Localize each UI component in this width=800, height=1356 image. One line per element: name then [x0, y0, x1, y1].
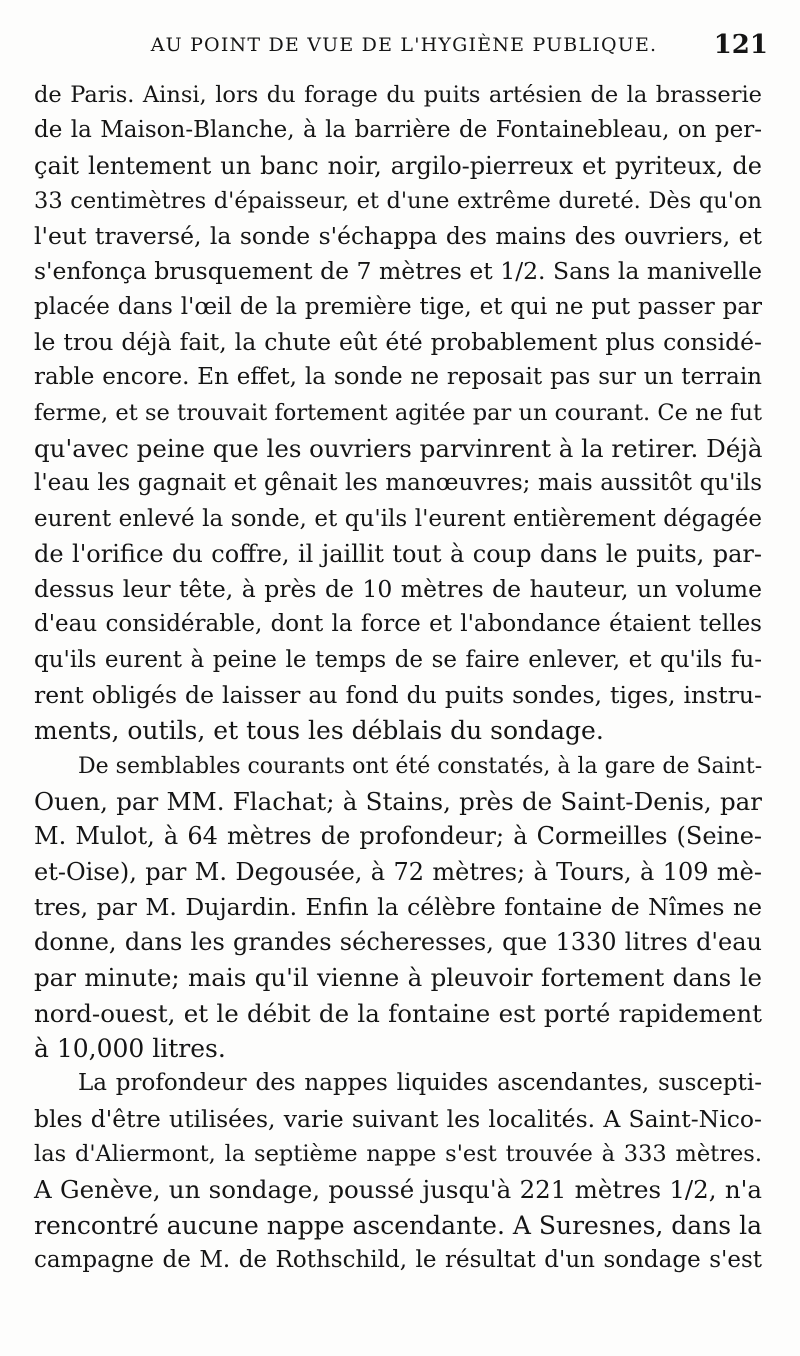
text-line: et-Oise), par M. Degousée, à 72 mètres; à Tours, à 109 mè-	[34, 857, 762, 886]
text-line: à 10,000 litres.	[34, 1034, 226, 1064]
text-line: placée dans l'œil de la première tige, et qui ne put passer par	[34, 293, 762, 320]
text-line: ferme, et se trouvait fortement agitée par un courant. Ce ne fut	[34, 399, 762, 426]
page-number: 121	[713, 30, 768, 60]
text-line: dessus leur tête, à près de 10 mètres de hauteur, un volume	[34, 575, 762, 604]
text-line: s'enfonça brusquement de 7 mètres et 1/2. Sans la manivelle	[34, 257, 762, 286]
text-line: rent obligés de laisser au fond du puits sondes, tiges, instru-	[34, 681, 762, 710]
text-line: rencontré aucune nappe ascendante. A Suresnes, dans la	[34, 1210, 762, 1240]
text-line: de la Maison-Blanche, à la barrière de Fontainebleau, on per-	[34, 117, 762, 144]
text-line: ments, outils, et tous les déblais du sondage.	[34, 716, 604, 746]
text-line: donne, dans les grandes sécheresses, que 1330 litres d'eau	[34, 928, 762, 957]
text-line: l'eau les gagnait et gênait les manœuvres; mais aussitôt qu'ils	[34, 470, 762, 497]
running-head	[40, 30, 768, 70]
text-line: qu'ils eurent à peine le temps de se faire enlever, et qu'ils fu-	[34, 646, 762, 673]
text-line: A Genève, un sondage, poussé jusqu'à 221 mètres 1/2, n'a	[34, 1175, 762, 1205]
text-line: las d'Aliermont, la septième nappe s'est trouvée à 333 mètres.	[34, 1140, 762, 1167]
text-line: par minute; mais qu'il vienne à pleuvoir fortement dans le	[34, 963, 762, 993]
text-line: l'eut traversé, la sonde s'échappa des mains des ouvriers, et	[34, 222, 762, 251]
running-head-title: AU POINT DE VUE DE L'HYGIÈNE PUBLIQUE.	[150, 34, 658, 56]
text-line: De semblables courants ont été constatés, à la gare de Saint-	[78, 753, 763, 779]
text-line: La profondeur des nappes liquides ascendantes, suscepti-	[78, 1070, 762, 1097]
paragraph-2	[34, 749, 762, 1067]
text-line: de Paris. Ainsi, lors du forage du puits artésien de la brasserie	[34, 82, 762, 108]
text-line: M. Mulot, à 64 mètres de profondeur; à Cormeilles (Seine-	[34, 822, 762, 851]
paragraph-3	[34, 1066, 762, 1278]
text-line: d'eau considérable, dont la force et l'abondance étaient telles	[34, 611, 762, 638]
text-line: tres, par M. Dujardin. Enfin la célèbre fontaine de Nîmes ne	[34, 892, 762, 921]
paragraph-1	[34, 78, 762, 749]
text-line: çait lentement un banc noir, argilo-pierreux et pyriteux, de	[34, 151, 762, 180]
body-text	[34, 78, 762, 1278]
text-line: 33 centimètres d'épaisseur, et d'une extrême dureté. Dès qu'on	[34, 187, 762, 214]
text-line: rable encore. En effet, la sonde ne reposait pas sur un terrain	[34, 364, 762, 391]
text-line: campagne de M. de Rothschild, le résultat d'un sondage s'est	[34, 1246, 762, 1273]
text-line: Ouen, par MM. Flachat; à Stains, près de Saint-Denis, par	[34, 786, 762, 816]
text-line: eurent enlevé la sonde, et qu'ils l'eurent entièrement dégagée	[34, 505, 762, 532]
text-line: bles d'être utilisées, varie suivant les localités. A Saint-Nico-	[34, 1104, 762, 1133]
text-line: de l'orifice du coffre, il jaillit tout à coup dans le puits, par-	[34, 539, 762, 568]
text-line: nord-ouest, et le débit de la fontaine est porté rapidement	[34, 998, 762, 1028]
text-line: qu'avec peine que les ouvriers parvinrent à la retirer. Déjà	[34, 433, 763, 463]
text-line: le trou déjà fait, la chute eût été probablement plus considé-	[34, 328, 762, 357]
